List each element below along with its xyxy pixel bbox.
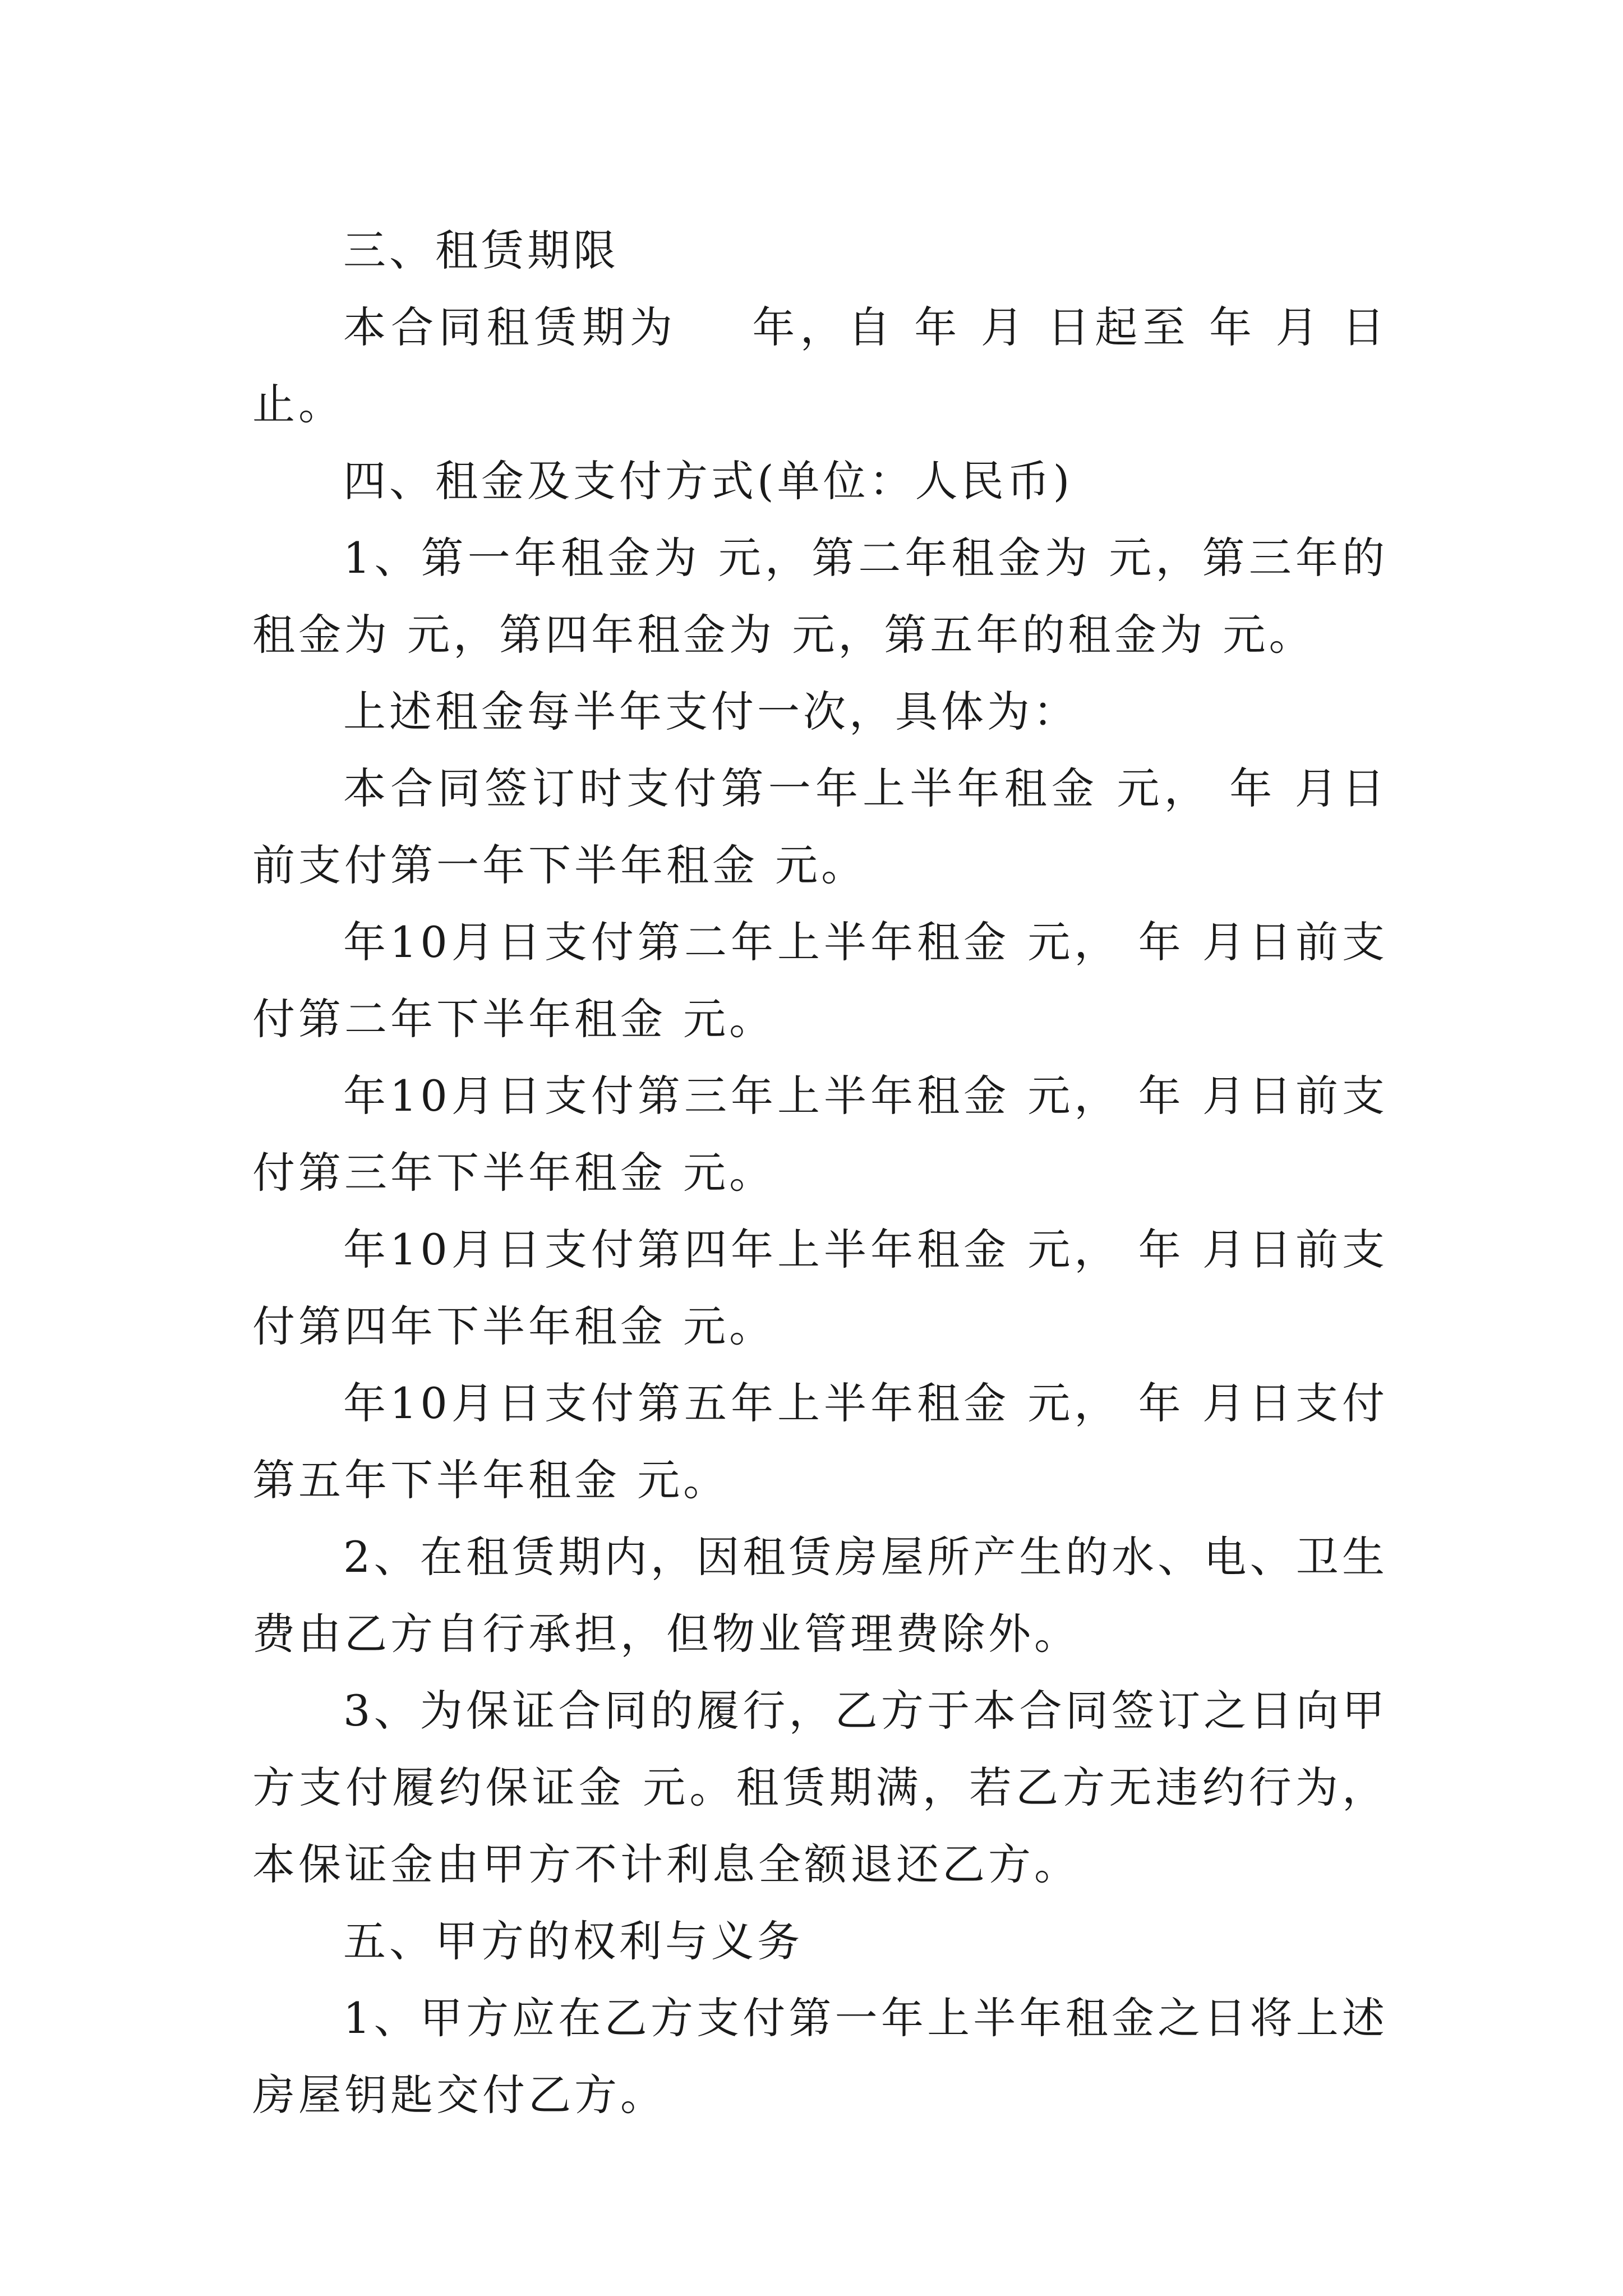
section-heading-rent-payment: 四、租金及支付方式(单位：人民币) bbox=[343, 456, 1073, 506]
section-heading-lease-term: 三、租赁期限 bbox=[343, 226, 619, 275]
paragraph-payment-year-1: 本合同签订时支付第一年上半年租金 元， 年 月日前支付第一年下半年租金 元。 bbox=[252, 763, 1388, 890]
document-body bbox=[252, 212, 1388, 2133]
paragraph-payment-year-2: 年10月日支付第二年上半年租金 元， 年 月日前支付第二年下半年租金 元。 bbox=[252, 917, 1388, 1044]
paragraph-payment-schedule-intro: 上述租金每半年支付一次，具体为： bbox=[343, 687, 1079, 737]
paragraph-payment-year-3: 年10月日支付第三年上半年租金 元， 年 月日前支付第三年下半年租金 元。 bbox=[252, 1071, 1388, 1198]
section-heading-party-a-rights: 五、甲方的权利与义务 bbox=[343, 1916, 803, 1966]
paragraph-utilities: 2、在租赁期内，因租赁房屋所产生的水、电、卫生费由乙方自行承担，但物业管理费除外。 bbox=[252, 1532, 1388, 1659]
paragraph-key-handover: 1、甲方应在乙方支付第一年上半年租金之日将上述房屋钥匙交付乙方。 bbox=[252, 1993, 1388, 2120]
paragraph-payment-year-4: 年10月日支付第四年上半年租金 元， 年 月日前支付第四年下半年租金 元。 bbox=[252, 1225, 1388, 1351]
paragraph-lease-period: 本合同租赁期为 年，自 年 月 日起至 年 月 日止。 bbox=[252, 302, 1388, 429]
paragraph-annual-rent: 1、第一年租金为 元，第二年租金为 元，第三年的租金为 元，第四年租金为 元，第五年的租金为 元。 bbox=[252, 533, 1388, 660]
paragraph-deposit: 3、为保证合同的履行，乙方于本合同签订之日向甲方支付履约保证金 元。租赁期满，若乙方无违约行为，本保证金由甲方不计利息全额退还乙方。 bbox=[252, 1686, 1388, 1889]
paragraph-payment-year-5: 年10月日支付第五年上半年租金 元， 年 月日支付第五年下半年租金 元。 bbox=[252, 1378, 1388, 1505]
